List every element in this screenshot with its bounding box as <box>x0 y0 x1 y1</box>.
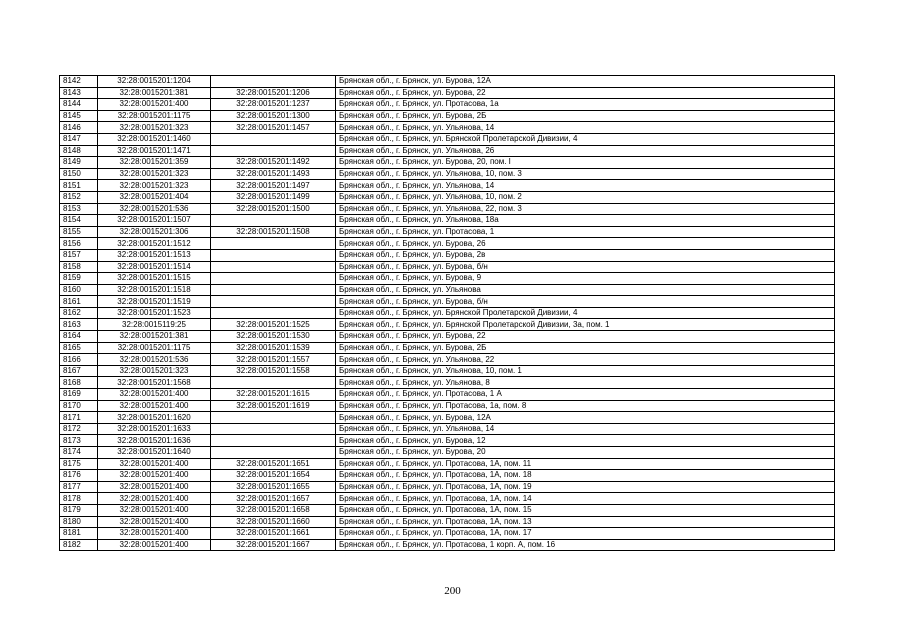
address-cell: Брянская обл., г. Брянск, ул. Протасова, 1а <box>336 99 835 111</box>
parcel-number-cell: 32:28:0015201:400 <box>98 481 211 493</box>
row-number-cell: 8147 <box>60 133 98 145</box>
table-row <box>60 215 835 227</box>
row-number-cell: 8176 <box>60 470 98 482</box>
row-number-cell: 8169 <box>60 389 98 401</box>
address-cell: Брянская обл., г. Брянск, ул. Протасова, 1А, пом. 15 <box>336 504 835 516</box>
row-number-cell: 8143 <box>60 87 98 99</box>
row-number-cell: 8150 <box>60 168 98 180</box>
object-number-cell <box>211 377 336 389</box>
object-number-cell <box>211 238 336 250</box>
address-cell: Брянская обл., г. Брянск, ул. Ульянова, 14 <box>336 180 835 192</box>
table-row <box>60 238 835 250</box>
parcel-number-cell: 32:28:0015201:1620 <box>98 412 211 424</box>
object-number-cell <box>211 273 336 285</box>
parcel-number-cell: 32:28:0015201:1513 <box>98 249 211 261</box>
table-row <box>60 493 835 505</box>
parcel-number-cell: 32:28:0015119:25 <box>98 319 211 331</box>
address-cell: Брянская обл., г. Брянск, ул. Протасова, 1 <box>336 226 835 238</box>
table-row <box>60 342 835 354</box>
parcel-number-cell: 32:28:0015201:1175 <box>98 110 211 122</box>
row-number-cell: 8161 <box>60 296 98 308</box>
row-number-cell: 8166 <box>60 354 98 366</box>
parcel-number-cell: 32:28:0015201:400 <box>98 504 211 516</box>
address-cell: Брянская обл., г. Брянск, ул. Бурова, 20, пом. I <box>336 157 835 169</box>
object-number-cell <box>211 307 336 319</box>
table-row <box>60 447 835 459</box>
parcel-number-cell: 32:28:0015201:1523 <box>98 307 211 319</box>
address-cell: Брянская обл., г. Брянск, ул. Бурова, 12 <box>336 435 835 447</box>
row-number-cell: 8158 <box>60 261 98 273</box>
table-row <box>60 191 835 203</box>
table-row <box>60 261 835 273</box>
object-number-cell <box>211 261 336 273</box>
object-number-cell: 32:28:0015201:1615 <box>211 389 336 401</box>
table-row <box>60 377 835 389</box>
table-row <box>60 145 835 157</box>
table-row <box>60 528 835 540</box>
parcel-number-cell: 32:28:0015201:1518 <box>98 284 211 296</box>
parcel-number-cell: 32:28:0015201:536 <box>98 354 211 366</box>
row-number-cell: 8175 <box>60 458 98 470</box>
object-number-cell <box>211 412 336 424</box>
parcel-number-cell: 32:28:0015201:359 <box>98 157 211 169</box>
row-number-cell: 8165 <box>60 342 98 354</box>
object-number-cell <box>211 145 336 157</box>
row-number-cell: 8168 <box>60 377 98 389</box>
object-number-cell <box>211 76 336 88</box>
object-number-cell <box>211 249 336 261</box>
address-cell: Брянская обл., г. Брянск, ул. Брянской Пролетарской Дивизии, 4 <box>336 133 835 145</box>
object-number-cell <box>211 215 336 227</box>
parcel-number-cell: 32:28:0015201:323 <box>98 168 211 180</box>
page-number: 200 <box>444 585 461 597</box>
object-number-cell: 32:28:0015201:1658 <box>211 504 336 516</box>
object-number-cell: 32:28:0015201:1539 <box>211 342 336 354</box>
row-number-cell: 8171 <box>60 412 98 424</box>
row-number-cell: 8142 <box>60 76 98 88</box>
row-number-cell: 8172 <box>60 423 98 435</box>
parcel-number-cell: 32:28:0015201:323 <box>98 122 211 134</box>
object-number-cell: 32:28:0015201:1655 <box>211 481 336 493</box>
object-number-cell <box>211 296 336 308</box>
object-number-cell <box>211 133 336 145</box>
table-row <box>60 354 835 366</box>
table-row <box>60 504 835 516</box>
table-row <box>60 249 835 261</box>
address-cell: Брянская обл., г. Брянск, ул. Протасова, 1 корп. А, пом. 16 <box>336 539 835 551</box>
row-number-cell: 8153 <box>60 203 98 215</box>
table-row <box>60 470 835 482</box>
parcel-number-cell: 32:28:0015201:1515 <box>98 273 211 285</box>
parcel-number-cell: 32:28:0015201:1204 <box>98 76 211 88</box>
table-row <box>60 516 835 528</box>
address-cell: Брянская обл., г. Брянск, ул. Бурова, 9 <box>336 273 835 285</box>
address-cell: Брянская обл., г. Брянск, ул. Протасова, 1а, пом. 8 <box>336 400 835 412</box>
table-row <box>60 122 835 134</box>
table-row <box>60 331 835 343</box>
object-number-cell: 32:28:0015201:1530 <box>211 331 336 343</box>
address-cell: Брянская обл., г. Брянск, ул. Ульянова, 22 <box>336 354 835 366</box>
address-cell: Брянская обл., г. Брянск, ул. Бурова, 20 <box>336 447 835 459</box>
table-row <box>60 284 835 296</box>
object-number-cell: 32:28:0015201:1667 <box>211 539 336 551</box>
table-row <box>60 539 835 551</box>
table-row <box>60 481 835 493</box>
address-cell: Брянская обл., г. Брянск, ул. Протасова, 1 А <box>336 389 835 401</box>
parcel-number-cell: 32:28:0015201:404 <box>98 191 211 203</box>
parcel-number-cell: 32:28:0015201:1507 <box>98 215 211 227</box>
object-number-cell: 32:28:0015201:1237 <box>211 99 336 111</box>
parcel-number-cell: 32:28:0015201:381 <box>98 331 211 343</box>
row-number-cell: 8160 <box>60 284 98 296</box>
address-cell: Брянская обл., г. Брянск, ул. Бурова, 22 <box>336 87 835 99</box>
row-number-cell: 8156 <box>60 238 98 250</box>
row-number-cell: 8144 <box>60 99 98 111</box>
table-row <box>60 180 835 192</box>
parcel-number-cell: 32:28:0015201:1568 <box>98 377 211 389</box>
row-number-cell: 8164 <box>60 331 98 343</box>
row-number-cell: 8162 <box>60 307 98 319</box>
table-row <box>60 87 835 99</box>
row-number-cell: 8177 <box>60 481 98 493</box>
parcel-number-cell: 32:28:0015201:400 <box>98 516 211 528</box>
parcel-number-cell: 32:28:0015201:400 <box>98 458 211 470</box>
row-number-cell: 8157 <box>60 249 98 261</box>
table-row <box>60 423 835 435</box>
table-row <box>60 76 835 88</box>
object-number-cell: 32:28:0015201:1558 <box>211 365 336 377</box>
row-number-cell: 8149 <box>60 157 98 169</box>
table-row <box>60 458 835 470</box>
object-number-cell: 32:28:0015201:1497 <box>211 180 336 192</box>
object-number-cell: 32:28:0015201:1660 <box>211 516 336 528</box>
address-cell: Брянская обл., г. Брянск, ул. Протасова, 1А, пом. 19 <box>336 481 835 493</box>
address-cell: Брянская обл., г. Брянск, ул. Бурова, 22 <box>336 331 835 343</box>
address-cell: Брянская обл., г. Брянск, ул. Бурова, 2Б <box>336 110 835 122</box>
object-number-cell <box>211 435 336 447</box>
parcel-number-cell: 32:28:0015201:1175 <box>98 342 211 354</box>
address-cell: Брянская обл., г. Брянск, ул. Брянской Пролетарской Дивизии, 4 <box>336 307 835 319</box>
row-number-cell: 8179 <box>60 504 98 516</box>
object-number-cell: 32:28:0015201:1525 <box>211 319 336 331</box>
parcel-number-cell: 32:28:0015201:400 <box>98 470 211 482</box>
address-cell: Брянская обл., г. Брянск, ул. Протасова, 1А, пом. 11 <box>336 458 835 470</box>
object-number-cell <box>211 447 336 459</box>
address-cell: Брянская обл., г. Брянск, ул. Бурова, 2Б <box>336 342 835 354</box>
table-row <box>60 435 835 447</box>
row-number-cell: 8151 <box>60 180 98 192</box>
address-cell: Брянская обл., г. Брянск, ул. Ульянова, 10, пом. 2 <box>336 191 835 203</box>
address-cell: Брянская обл., г. Брянск, ул. Ульянова, 10, пом. 1 <box>336 365 835 377</box>
address-cell: Брянская обл., г. Брянск, ул. Ульянова, 26 <box>336 145 835 157</box>
table-row <box>60 319 835 331</box>
row-number-cell: 8155 <box>60 226 98 238</box>
parcel-number-cell: 32:28:0015201:323 <box>98 180 211 192</box>
row-number-cell: 8146 <box>60 122 98 134</box>
address-cell: Брянская обл., г. Брянск, ул. Ульянова, 14 <box>336 122 835 134</box>
parcel-number-cell: 32:28:0015201:400 <box>98 493 211 505</box>
object-number-cell: 32:28:0015201:1206 <box>211 87 336 99</box>
row-number-cell: 8167 <box>60 365 98 377</box>
row-number-cell: 8182 <box>60 539 98 551</box>
address-cell: Брянская обл., г. Брянск, ул. Протасова, 1А, пом. 17 <box>336 528 835 540</box>
row-number-cell: 8148 <box>60 145 98 157</box>
table-row <box>60 273 835 285</box>
table-row <box>60 389 835 401</box>
object-number-cell <box>211 423 336 435</box>
address-cell: Брянская обл., г. Брянск, ул. Протасова, 1А, пом. 14 <box>336 493 835 505</box>
address-cell: Брянская обл., г. Брянск, ул. Бурова, б/н <box>336 261 835 273</box>
registry-table <box>59 75 835 551</box>
parcel-number-cell: 32:28:0015201:1514 <box>98 261 211 273</box>
parcel-number-cell: 32:28:0015201:400 <box>98 389 211 401</box>
object-number-cell: 32:28:0015201:1654 <box>211 470 336 482</box>
address-cell: Брянская обл., г. Брянск, ул. Бурова, 12А <box>336 76 835 88</box>
table-row <box>60 168 835 180</box>
row-number-cell: 8152 <box>60 191 98 203</box>
address-cell: Брянская обл., г. Брянск, ул. Ульянова, 14 <box>336 423 835 435</box>
object-number-cell: 32:28:0015201:1500 <box>211 203 336 215</box>
address-cell: Брянская обл., г. Брянск, ул. Протасова, 1А, пом. 13 <box>336 516 835 528</box>
parcel-number-cell: 32:28:0015201:536 <box>98 203 211 215</box>
object-number-cell: 32:28:0015201:1657 <box>211 493 336 505</box>
address-cell: Брянская обл., г. Брянск, ул. Бурова, 2в <box>336 249 835 261</box>
parcel-number-cell: 32:28:0015201:381 <box>98 87 211 99</box>
parcel-number-cell: 32:28:0015201:306 <box>98 226 211 238</box>
table-row <box>60 110 835 122</box>
address-cell: Брянская обл., г. Брянск, ул. Бурова, 12А <box>336 412 835 424</box>
object-number-cell: 32:28:0015201:1619 <box>211 400 336 412</box>
parcel-number-cell: 32:28:0015201:1460 <box>98 133 211 145</box>
row-number-cell: 8178 <box>60 493 98 505</box>
object-number-cell <box>211 284 336 296</box>
address-cell: Брянская обл., г. Брянск, ул. Брянской Пролетарской Дивизии, 3а, пом. 1 <box>336 319 835 331</box>
row-number-cell: 8181 <box>60 528 98 540</box>
table-row <box>60 307 835 319</box>
parcel-number-cell: 32:28:0015201:400 <box>98 528 211 540</box>
address-cell: Брянская обл., г. Брянск, ул. Ульянова, 18а <box>336 215 835 227</box>
row-number-cell: 8163 <box>60 319 98 331</box>
address-cell: Брянская обл., г. Брянск, ул. Протасова, 1А, пом. 18 <box>336 470 835 482</box>
object-number-cell: 32:28:0015201:1651 <box>211 458 336 470</box>
address-cell: Брянская обл., г. Брянск, ул. Бурова, 26 <box>336 238 835 250</box>
parcel-number-cell: 32:28:0015201:400 <box>98 539 211 551</box>
table-row <box>60 412 835 424</box>
object-number-cell: 32:28:0015201:1493 <box>211 168 336 180</box>
object-number-cell: 32:28:0015201:1508 <box>211 226 336 238</box>
object-number-cell: 32:28:0015201:1661 <box>211 528 336 540</box>
table-row <box>60 400 835 412</box>
parcel-number-cell: 32:28:0015201:1512 <box>98 238 211 250</box>
table-row <box>60 226 835 238</box>
table-row <box>60 296 835 308</box>
row-number-cell: 8145 <box>60 110 98 122</box>
parcel-number-cell: 32:28:0015201:1640 <box>98 447 211 459</box>
object-number-cell: 32:28:0015201:1557 <box>211 354 336 366</box>
parcel-number-cell: 32:28:0015201:1636 <box>98 435 211 447</box>
parcel-number-cell: 32:28:0015201:1471 <box>98 145 211 157</box>
table-row <box>60 203 835 215</box>
object-number-cell: 32:28:0015201:1499 <box>211 191 336 203</box>
row-number-cell: 8170 <box>60 400 98 412</box>
row-number-cell: 8174 <box>60 447 98 459</box>
object-number-cell: 32:28:0015201:1492 <box>211 157 336 169</box>
table-row <box>60 365 835 377</box>
row-number-cell: 8154 <box>60 215 98 227</box>
table-row <box>60 157 835 169</box>
address-cell: Брянская обл., г. Брянск, ул. Ульянова, 22, пом. 3 <box>336 203 835 215</box>
parcel-number-cell: 32:28:0015201:1633 <box>98 423 211 435</box>
object-number-cell: 32:28:0015201:1300 <box>211 110 336 122</box>
parcel-number-cell: 32:28:0015201:323 <box>98 365 211 377</box>
address-cell: Брянская обл., г. Брянск, ул. Ульянова <box>336 284 835 296</box>
address-cell: Брянская обл., г. Брянск, ул. Ульянова, 8 <box>336 377 835 389</box>
row-number-cell: 8173 <box>60 435 98 447</box>
parcel-number-cell: 32:28:0015201:400 <box>98 99 211 111</box>
table-row <box>60 99 835 111</box>
row-number-cell: 8180 <box>60 516 98 528</box>
registry-table-body <box>60 76 835 551</box>
address-cell: Брянская обл., г. Брянск, ул. Бурова, б/н <box>336 296 835 308</box>
row-number-cell: 8159 <box>60 273 98 285</box>
parcel-number-cell: 32:28:0015201:1519 <box>98 296 211 308</box>
address-cell: Брянская обл., г. Брянск, ул. Ульянова, 10, пом. 3 <box>336 168 835 180</box>
object-number-cell: 32:28:0015201:1457 <box>211 122 336 134</box>
table-row <box>60 133 835 145</box>
parcel-number-cell: 32:28:0015201:400 <box>98 400 211 412</box>
